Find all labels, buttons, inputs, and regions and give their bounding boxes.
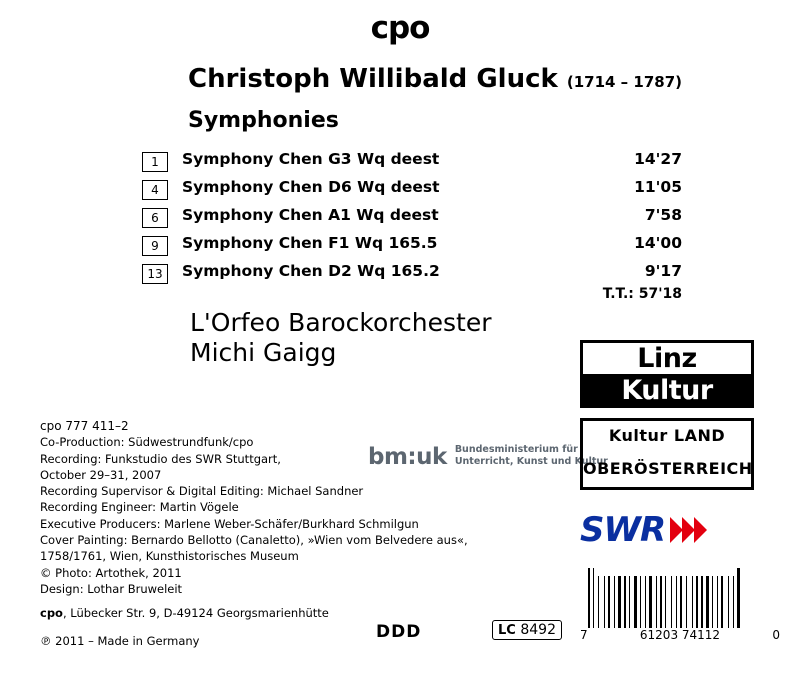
- swr-arrows-icon: [671, 517, 707, 543]
- composer-years: (1714 – 1787): [566, 73, 683, 91]
- barcode-left-digit: 7: [580, 628, 588, 642]
- credit-line: Recording Engineer: Martin Vögele: [40, 500, 239, 515]
- kultur-land-state: [583, 451, 751, 487]
- track-title: Symphony Chen G3 Wq deest: [182, 150, 440, 168]
- track-title: Symphony Chen D2 Wq 165.2: [182, 262, 440, 280]
- credit-line: Co-Production: Südwestrundfunk/cpo: [40, 435, 254, 450]
- catalogue-number: cpo 777 411–2: [40, 419, 129, 433]
- track-duration: 14'27: [634, 150, 682, 168]
- lc-number: 8492: [520, 622, 556, 638]
- land-word: LAND: [673, 426, 726, 445]
- track-title: Symphony Chen F1 Wq 165.5: [182, 234, 438, 252]
- track-number: 4: [142, 180, 168, 200]
- composer-name-text: Christoph Willibald Gluck: [188, 64, 558, 94]
- total-time: T.T.: 57'18: [602, 286, 682, 302]
- swr-logo-text: SWR: [580, 510, 666, 550]
- composer-name: [188, 64, 682, 94]
- linz-logo-line2: Kultur: [583, 374, 751, 408]
- credit-line: Recording Supervisor & Digital Editing: Michael Sandner: [40, 484, 364, 499]
- barcode: [588, 568, 768, 628]
- lc-prefix: LC: [498, 623, 516, 638]
- cpo-logo-top: cpo: [370, 10, 430, 46]
- label-code: [492, 620, 562, 640]
- track-number: 6: [142, 208, 168, 228]
- track-duration: 7'58: [644, 206, 682, 224]
- track-list: [142, 152, 682, 292]
- swr-logo: [580, 510, 707, 550]
- ensemble-name: L'Orfeo Barockorchester: [190, 308, 492, 337]
- state-name: OBERÖSTERREICH: [583, 459, 753, 478]
- track-number: 13: [142, 264, 168, 284]
- bmuk-subtitle-line1: Bundesministerium für: [454, 444, 578, 455]
- track-duration: 9'17: [644, 262, 682, 280]
- track-duration: 11'05: [634, 178, 682, 196]
- track-duration: 14'00: [634, 234, 682, 252]
- track-number: 9: [142, 236, 168, 256]
- bmuk-subtitle-line2: Unterricht, Kunst und Kultur: [454, 456, 608, 467]
- credit-line: © Photo: Artothek, 2011: [40, 565, 182, 580]
- track-number: 1: [142, 152, 168, 172]
- track-row: [142, 208, 682, 236]
- kultur-word: Kultur: [608, 426, 668, 445]
- credit-line: October 29–31, 2007: [40, 467, 162, 482]
- track-row: [142, 152, 682, 180]
- work-title: Symphonies: [188, 108, 339, 133]
- track-row: [142, 236, 682, 264]
- barcode-digits: [580, 628, 780, 642]
- barcode-middle-digits: 61203 74112: [639, 628, 721, 642]
- track-title: Symphony Chen D6 Wq deest: [182, 178, 440, 196]
- kultur-land-ooe-logo: [580, 418, 754, 490]
- kultur-land-top: [583, 421, 751, 451]
- cpo-logo-inline: cpo: [40, 606, 63, 620]
- credit-line: 1758/1761, Wien, Kunsthistorisches Museum: [40, 549, 299, 564]
- bmuk-logo-text: bm:uk: [368, 444, 447, 470]
- made-in-line: ℗ 2011 – Made in Germany: [40, 634, 200, 648]
- track-title: Symphony Chen A1 Wq deest: [182, 206, 439, 224]
- bmuk-logo: [368, 444, 608, 470]
- conductor-name: Michi Gaigg: [190, 338, 337, 367]
- credit-line: Recording: Funkstudio des SWR Stuttgart,: [40, 451, 281, 466]
- track-row: [142, 180, 682, 208]
- linz-logo-line1: Linz: [637, 343, 697, 374]
- label-address: [40, 606, 329, 620]
- ddd-marking: DDD: [376, 622, 422, 642]
- credit-line: Executive Producers: Marlene Weber-Schäfer/Burkhard Schmilgun: [40, 516, 419, 531]
- credit-line: Cover Painting: Bernardo Bellotto (Canaletto), »Wien vom Belvedere aus«,: [40, 533, 468, 548]
- credit-line: Design: Lothar Bruweleit: [40, 581, 183, 596]
- barcode-right-digit: 0: [772, 628, 780, 642]
- linz-kultur-logo: [580, 340, 754, 408]
- address-text: , Lübecker Str. 9, D-49124 Georgsmarienhütte: [62, 606, 329, 620]
